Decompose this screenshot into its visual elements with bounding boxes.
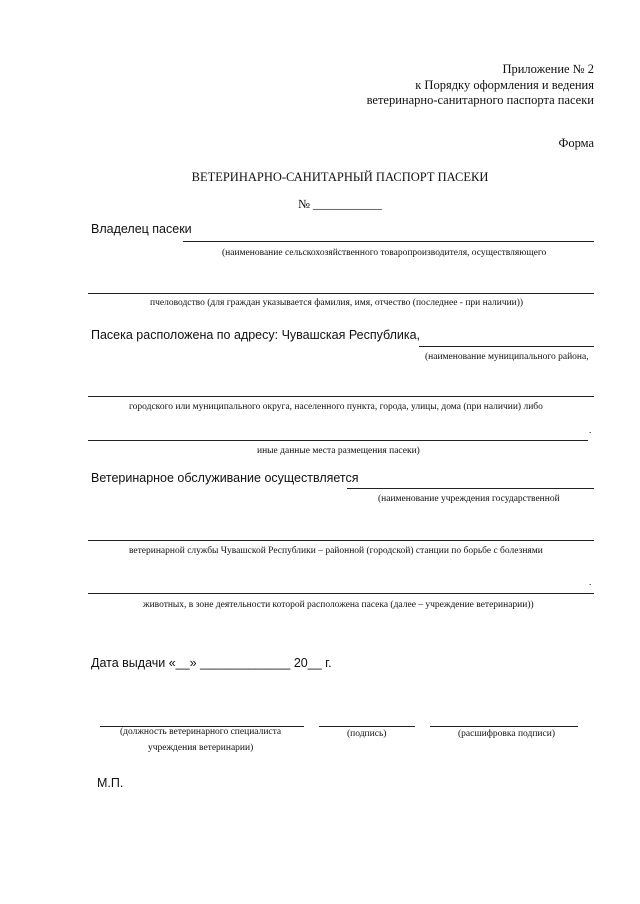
address-line-1[interactable] — [419, 346, 594, 347]
form-label: Форма — [558, 136, 594, 150]
address-caption-3: иные данные места размещения пасеки) — [257, 446, 420, 456]
vet-period: . — [589, 578, 592, 588]
vet-caption-1: (наименование учреждения государственной — [378, 494, 560, 504]
vet-line-2[interactable] — [88, 540, 594, 541]
owner-line-2[interactable] — [88, 293, 594, 294]
issue-date-field[interactable]: Дата выдачи «__» _____________ 20__ г. — [91, 656, 332, 670]
owner-label: Владелец пасеки — [91, 222, 192, 236]
passport-number-field[interactable]: № ___________ — [298, 197, 382, 211]
appendix-reference: к Порядку оформления и ведения — [415, 78, 594, 92]
vet-line-1[interactable] — [347, 488, 594, 489]
owner-line[interactable] — [183, 241, 594, 242]
owner-caption-1: (наименование сельскохозяйственного товаропроизводителя, осуществляющего — [222, 248, 547, 258]
address-line-2[interactable] — [88, 396, 594, 397]
address-line-3[interactable] — [88, 440, 588, 441]
signature-line[interactable] — [319, 726, 415, 727]
appendix-document: ветеринарно-санитарного паспорта пасеки — [366, 93, 594, 107]
decoding-line[interactable] — [430, 726, 578, 727]
signature-caption: (подпись) — [347, 729, 387, 739]
document-title: ВЕТЕРИНАРНО-САНИТАРНЫЙ ПАСПОРТ ПАСЕКИ — [191, 170, 489, 184]
address-caption-1: (наименование муниципального района, — [425, 352, 589, 362]
address-period: . — [589, 426, 592, 436]
owner-caption-2: пчеловодство (для граждан указывается фамилия, имя, отчество (последнее - при наличии)) — [150, 298, 524, 308]
position-caption-1: (должность ветеринарного специалиста — [120, 727, 282, 737]
vet-caption-2: ветеринарной службы Чувашской Республики – районной (городской) станции по борьбе с болезнями — [129, 546, 543, 556]
appendix-number: Приложение № 2 — [502, 62, 594, 76]
vet-line-3[interactable] — [88, 593, 594, 594]
vet-caption-3: животных, в зоне деятельности которой расположена пасека (далее – учреждение ветеринарии)) — [143, 600, 534, 610]
decoding-caption: (расшифровка подписи) — [458, 729, 555, 739]
address-caption-2: городского или муниципального округа, населенного пункта, города, улицы, дома (при наличии) либо — [129, 402, 543, 412]
position-caption-2: учреждения ветеринарии) — [148, 743, 254, 753]
address-label: Пасека расположена по адресу: Чувашская Республика, — [91, 328, 421, 342]
stamp-place: М.П. — [97, 776, 124, 790]
vet-service-label: Ветеринарное обслуживание осуществляется — [91, 471, 359, 485]
